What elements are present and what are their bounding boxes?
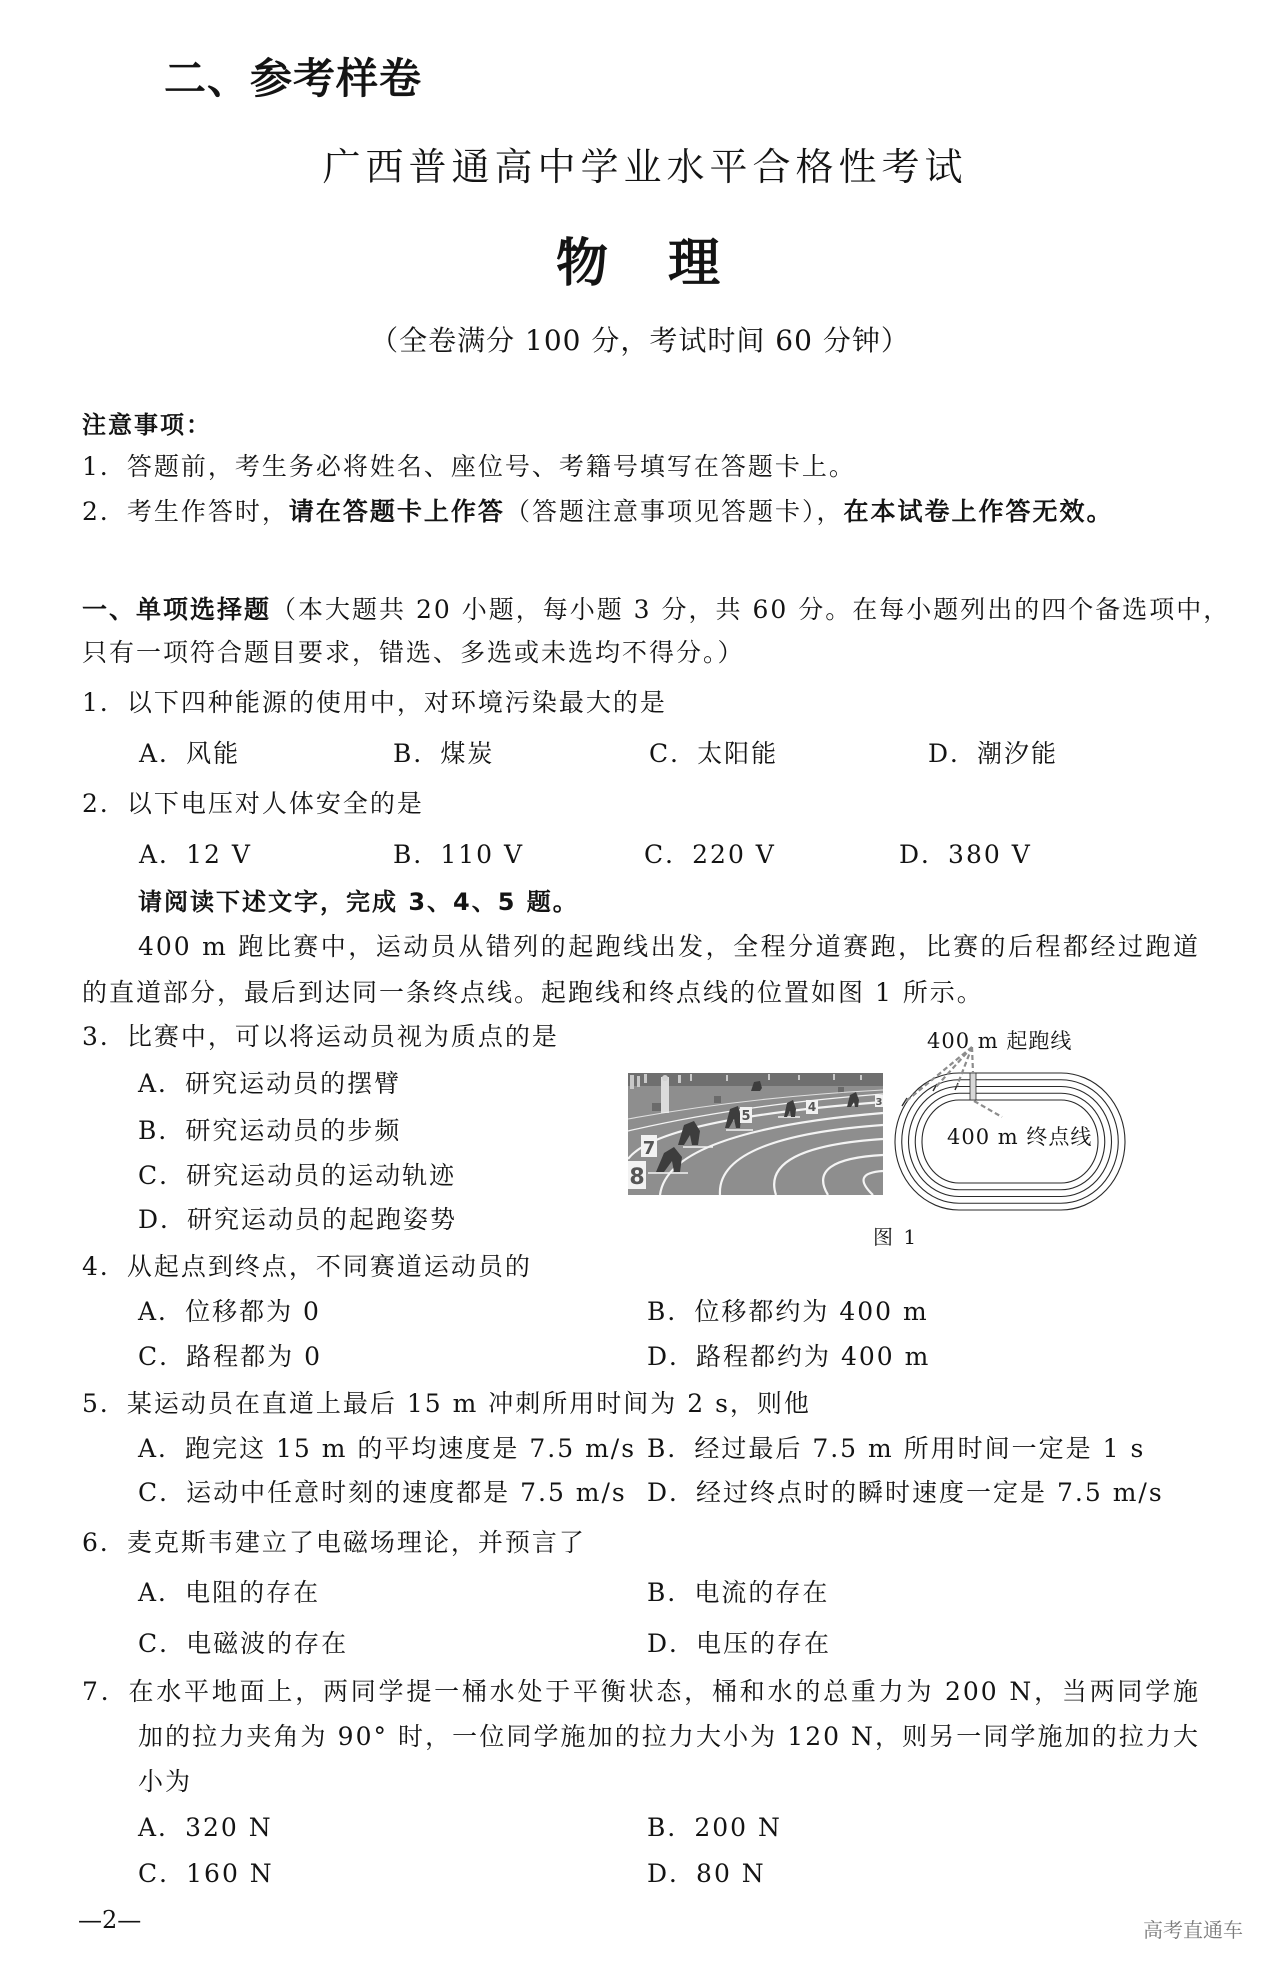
option-label: B． <box>393 840 441 869</box>
question-text: 在水平地面上，两同学提一桶水处于平衡状态，桶和水的总重力为 200 N，当两同学施 <box>128 1677 1200 1706</box>
option-a <box>139 840 252 870</box>
option-c <box>138 1342 322 1372</box>
option-label: A． <box>138 1297 186 1326</box>
option-label: B． <box>647 1434 695 1463</box>
question-7-options-row2 <box>0 1859 1280 1889</box>
option-text: 研究运动员的起跑姿势 <box>187 1205 458 1234</box>
reading-passage-line2: 的直道部分，最后到达同一条终点线。起跑线和终点线的位置如图 1 所示。 <box>82 978 984 1007</box>
option-label: D． <box>647 1478 697 1507</box>
option-label: B． <box>138 1116 186 1145</box>
reading-instruction: 请阅读下述文字，完成 3、4、5 题。 <box>138 888 579 916</box>
race-start-photo <box>628 1073 883 1195</box>
option-text: 经过最后 7.5 m 所用时间一定是 1 s <box>694 1434 1146 1463</box>
option-label: C． <box>644 840 693 869</box>
note-number: 1． <box>82 452 127 481</box>
option-a <box>138 1813 273 1843</box>
option-a <box>138 1578 320 1608</box>
option-label: D． <box>928 739 978 768</box>
option-label: C． <box>649 739 698 768</box>
question-1-options <box>0 739 1280 769</box>
option-text: 研究运动员的步频 <box>185 1116 402 1145</box>
question-6-options-row2 <box>0 1629 1280 1659</box>
option-text: 电压的存在 <box>696 1629 832 1658</box>
option-label: C． <box>138 1629 187 1658</box>
option-label: D． <box>138 1205 188 1234</box>
question-2-stem <box>82 789 424 819</box>
option-text: 380 V <box>948 840 1032 869</box>
duration-note: （全卷满分 100 分，考试时间 60 分钟） <box>370 324 910 357</box>
exam-title: 广西普通高中学业水平合格性考试 <box>322 145 968 189</box>
lane-number: 3 <box>875 1097 883 1108</box>
option-text: 运动中任意时刻的速度都是 7.5 m/s <box>186 1478 627 1507</box>
option-text: 160 N <box>186 1859 274 1888</box>
option-text: 太阳能 <box>697 739 779 768</box>
question-4-options-row1 <box>0 1297 1280 1327</box>
question-7-stem <box>82 1677 1200 1707</box>
figure-caption: 图 1 <box>873 1225 919 1249</box>
section-description-line2: 只有一项符合题目要求，错选、多选或未选均不得分。） <box>82 638 745 667</box>
option-text: 80 N <box>696 1859 766 1888</box>
question-number: 1． <box>82 688 127 717</box>
question-5-options-row2 <box>0 1478 1280 1508</box>
option-text: 电磁波的存在 <box>186 1629 349 1658</box>
note-item-2 <box>82 497 1113 527</box>
question-text: 某运动员在直道上最后 15 m 冲刺所用时间为 2 s，则他 <box>126 1389 811 1418</box>
option-label: A． <box>139 739 187 768</box>
option-label: C． <box>138 1478 187 1507</box>
watermark: 高考直通车 <box>1143 1918 1243 1942</box>
option-text: 研究运动员的运动轨迹 <box>186 1161 457 1190</box>
note-emphasis: 在本试卷上作答无效。 <box>843 497 1114 526</box>
option-d <box>647 1629 831 1659</box>
note-text: 答题前，考生务必将姓名、座位号、考籍号填写在答题卡上。 <box>126 452 856 481</box>
notes-title: 注意事项： <box>82 411 212 439</box>
option-b <box>647 1434 1145 1464</box>
option-c <box>138 1161 456 1191</box>
question-5-options-row1 <box>0 1434 1280 1464</box>
note-emphasis: 请在答题卡上作答 <box>288 497 505 526</box>
option-label: B． <box>647 1578 695 1607</box>
option-label: D． <box>647 1342 697 1371</box>
question-number: 6． <box>82 1528 127 1557</box>
option-c <box>138 1859 274 1889</box>
option-text: 电阻的存在 <box>185 1578 321 1607</box>
question-4-options-row2 <box>0 1342 1280 1372</box>
option-a <box>138 1434 636 1464</box>
option-c <box>138 1478 627 1508</box>
option-text: 110 V <box>440 840 525 869</box>
lane-number: 5 <box>741 1109 751 1124</box>
start-line-label: 400 m 起跑线 <box>927 1029 1073 1053</box>
option-text: 风能 <box>186 739 241 768</box>
question-text: 以下四种能源的使用中，对环境污染最大的是 <box>126 688 667 717</box>
option-text: 200 N <box>694 1813 782 1842</box>
question-text: 从起点到终点，不同赛道运动员的 <box>126 1252 532 1281</box>
option-d <box>647 1342 930 1372</box>
question-text: 麦克斯韦建立了电磁场理论，并预言了 <box>126 1528 586 1557</box>
option-d <box>899 840 1032 870</box>
question-text: 以下电压对人体安全的是 <box>126 789 424 818</box>
option-c <box>138 1629 348 1659</box>
option-label: D． <box>899 840 949 869</box>
option-text: 路程都约为 400 m <box>696 1342 931 1371</box>
option-d <box>928 739 1058 769</box>
note-number: 2． <box>82 497 127 526</box>
section-title: 一、单项选择题 <box>82 595 272 624</box>
option-label: A． <box>139 840 187 869</box>
question-number: 4． <box>82 1252 127 1281</box>
question-text: 比赛中，可以将运动员视为质点的是 <box>126 1022 559 1051</box>
option-text: 研究运动员的摆臂 <box>185 1069 402 1098</box>
question-number: 2． <box>82 789 127 818</box>
finish-line-label: 400 m 终点线 <box>947 1125 1093 1149</box>
option-text: 路程都为 0 <box>186 1342 322 1371</box>
section-header <box>82 595 1231 625</box>
option-label: D． <box>647 1859 697 1888</box>
question-1-stem <box>82 688 667 718</box>
option-label: C． <box>138 1859 187 1888</box>
option-b <box>647 1813 782 1843</box>
question-7-options-row1 <box>0 1813 1280 1843</box>
question-7-stem-line2: 加的拉力夹角为 90° 时，一位同学施加的拉力大小为 120 N，则另一同学施加的拉力大 <box>138 1722 1200 1751</box>
option-text: 经过终点时的瞬时速度一定是 7.5 m/s <box>696 1478 1164 1507</box>
option-text: 320 N <box>185 1813 273 1842</box>
option-text: 潮汐能 <box>977 739 1059 768</box>
note-text: 考生作答时， <box>126 497 289 526</box>
option-text: 位移都约为 400 m <box>694 1297 929 1326</box>
question-number: 5． <box>82 1389 127 1418</box>
question-7-stem-line3: 小为 <box>138 1767 193 1796</box>
option-label: C． <box>138 1161 187 1190</box>
option-a <box>138 1297 321 1327</box>
option-b <box>647 1297 929 1327</box>
question-4-stem <box>82 1252 532 1282</box>
option-d <box>647 1859 766 1889</box>
option-label: A． <box>138 1434 186 1463</box>
option-b <box>647 1578 829 1608</box>
option-label: A． <box>138 1069 186 1098</box>
option-a <box>138 1069 401 1099</box>
subject-title: 物 理 <box>555 234 724 294</box>
option-label: D． <box>647 1629 697 1658</box>
option-a <box>139 739 240 769</box>
option-text: 跑完这 15 m 的平均速度是 7.5 m/s <box>185 1434 637 1463</box>
note-item-1 <box>82 452 856 482</box>
page-number: —2— <box>78 1906 142 1934</box>
question-6-options-row1 <box>0 1578 1280 1608</box>
option-label: B． <box>393 739 441 768</box>
question-6-stem <box>82 1528 586 1558</box>
option-text: 位移都为 0 <box>185 1297 321 1326</box>
question-number: 7． <box>82 1677 129 1706</box>
option-b <box>138 1116 401 1146</box>
section-label: 二、参考样卷 <box>164 54 423 103</box>
option-label: B． <box>647 1813 695 1842</box>
option-d <box>647 1478 1164 1508</box>
option-c <box>644 840 776 870</box>
option-text: 电流的存在 <box>694 1578 830 1607</box>
option-label: A． <box>138 1578 186 1607</box>
lane-number: 7 <box>642 1138 656 1159</box>
option-text: 煤炭 <box>440 739 495 768</box>
question-2-options <box>0 840 1280 870</box>
note-text: （答题注意事项见答题卡）， <box>504 497 844 526</box>
option-label: A． <box>138 1813 186 1842</box>
question-number: 3． <box>82 1022 127 1051</box>
option-text: 220 V <box>692 840 776 869</box>
finish-line-marker <box>970 1073 976 1100</box>
question-3-stem <box>82 1022 559 1052</box>
option-text: 12 V <box>186 840 252 869</box>
option-label: C． <box>138 1342 187 1371</box>
section-description: （本大题共 20 小题，每小题 3 分，共 60 分。在每小题列出的四个备选项中， <box>271 595 1231 624</box>
running-track-diagram <box>885 1025 1130 1215</box>
option-d <box>138 1205 457 1235</box>
lane-number: 4 <box>807 1100 817 1114</box>
option-label: B． <box>647 1297 695 1326</box>
question-5-stem <box>82 1389 811 1419</box>
lane-number: 8 <box>629 1165 645 1190</box>
option-b <box>393 840 524 870</box>
option-b <box>393 739 494 769</box>
reading-passage-line1: 400 m 跑比赛中，运动员从错列的起跑线出发，全程分道赛跑，比赛的后程都经过跑道 <box>138 932 1200 961</box>
option-c <box>649 739 778 769</box>
